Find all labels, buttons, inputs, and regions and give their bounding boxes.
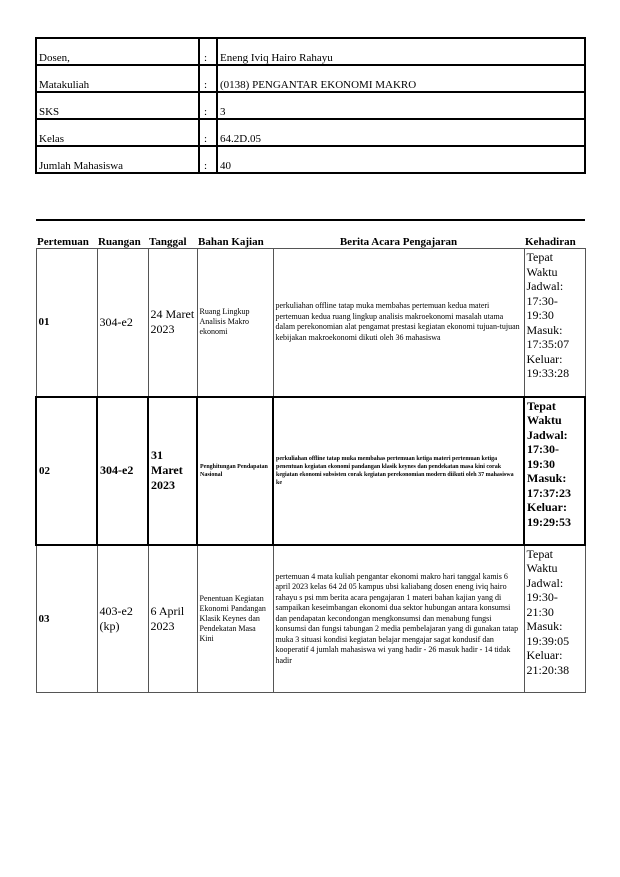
header-berita-acara: Berita Acara Pengajaran xyxy=(273,220,524,249)
cell-berita-acara: perkuliahan offline tatap muka membahas pertemuan ketiga materi pertemuan ketiga penentuan kegiatan ekonomi pandangan klasik keynes dan pendekatan masa kini corak kegiatan ekonomi subsisten corak kegiatan perekonomian modern diikuti oleh 37 mahasiswa ke xyxy=(273,397,524,545)
kehadiran-masuk: Masuk: 19:39:05 xyxy=(526,619,570,648)
info-value: (0138) PENGANTAR EKONOMI MAKRO xyxy=(217,65,585,92)
cell-ruangan: 304-e2 xyxy=(97,249,148,397)
cell-ruangan: 304-e2 xyxy=(97,397,148,545)
kehadiran-jadwal: Jadwal: 17:30-19:30 xyxy=(526,279,564,322)
kehadiran-status: Tepat Waktu xyxy=(527,398,562,427)
cell-kehadiran xyxy=(524,397,585,545)
kehadiran-masuk: Masuk: 17:35:07 xyxy=(526,322,570,351)
info-row-kelas xyxy=(36,119,585,146)
cell-pertemuan: 03 xyxy=(36,545,97,693)
kehadiran-keluar: Keluar: 21:20:38 xyxy=(526,648,570,677)
cell-tanggal: 6 April 2023 xyxy=(148,545,197,693)
info-value: 40 xyxy=(217,146,585,173)
info-value: Eneng Iviq Hairo Rahayu xyxy=(217,38,585,65)
cell-tanggal: 24 Maret 2023 xyxy=(148,249,197,397)
info-value: 64.2D.05 xyxy=(217,119,585,146)
course-info-table xyxy=(35,37,586,174)
info-colon: : xyxy=(199,146,217,173)
cell-kehadiran xyxy=(524,249,585,397)
cell-bahan-kajian: Penentuan Kegiatan Ekonomi Pandangan Klasik Keynes dan Pendekatan Masa Kini xyxy=(197,545,273,693)
table-header-row xyxy=(36,220,585,249)
info-colon: : xyxy=(199,65,217,92)
cell-kehadiran xyxy=(524,545,585,693)
kehadiran-status: Tepat Waktu xyxy=(526,546,558,575)
kehadiran-masuk: Masuk: 17:37:23 xyxy=(527,471,571,500)
kehadiran-jadwal: Jadwal: 17:30-19:30 xyxy=(527,427,568,471)
cell-tanggal: 31 Maret 2023 xyxy=(148,397,197,545)
cell-bahan-kajian: Penghitungan Pendapatan Nasional xyxy=(197,397,273,545)
info-colon: : xyxy=(199,119,217,146)
cell-berita-acara: pertemuan 4 mata kuliah pengantar ekonomi makro hari tanggal kamis 6 april 2023 kelas 64 2d 05 kampus ubsi kaliabang dosen eneng iviq hairo rahayu s psi mm berita acara pengajaran 1 materi bahan kajian yang di sampaikan keseimbangan ekonomi dua sektor hubungan antara konsumsi dan pendapatan kecondongan mengkonsumsi dan menabung fungsi konsumsi dan fungsi tabungan 2 media pembelajaran yang di gunakan tatap muka 3 situasi kondisi kegiatan belajar mengajar sagat kondusif dan kooperatif 4 jumlah mahasiswa wi yang hadir - 26 masuk hadir - 14 tidak hadir xyxy=(273,545,524,693)
info-label: Dosen, xyxy=(36,38,199,65)
info-row-jumlah xyxy=(36,146,585,173)
info-colon: : xyxy=(199,38,217,65)
info-row-sks xyxy=(36,92,585,119)
info-label: Kelas xyxy=(36,119,199,146)
cell-pertemuan: 01 xyxy=(36,249,97,397)
table-row xyxy=(36,397,585,545)
info-colon: : xyxy=(199,92,217,119)
info-value: 3 xyxy=(217,92,585,119)
header-ruangan: Ruangan xyxy=(97,220,148,249)
header-kehadiran: Kehadiran xyxy=(524,220,585,249)
teaching-log-table xyxy=(35,219,586,693)
header-tanggal: Tanggal xyxy=(148,220,197,249)
table-row xyxy=(36,249,585,397)
cell-pertemuan: 02 xyxy=(36,397,97,545)
cell-berita-acara: perkuliahan offline tatap muka membahas pertemuan kedua materi pertemuan kedua ruang lingkup analisis makroekonomi masalah utama dalam perekonomian alat pengamat prestasi kegiatan ekonomi tujuan-tujuan kebijakan makroekonomi dikuti oleh 36 mahasiswa xyxy=(273,249,524,397)
kehadiran-jadwal: Jadwal: 19:30-21:30 xyxy=(526,575,564,619)
info-label: SKS xyxy=(36,92,199,119)
info-label: Matakuliah xyxy=(36,65,199,92)
header-pertemuan: Pertemuan xyxy=(36,220,97,249)
info-row-dosen xyxy=(36,38,585,65)
table-row xyxy=(36,545,585,693)
kehadiran-keluar: Keluar: 19:29:53 xyxy=(527,500,571,529)
kehadiran-status: Tepat Waktu xyxy=(526,250,558,279)
kehadiran-keluar: Keluar: 19:33:28 xyxy=(526,351,570,380)
cell-bahan-kajian: Ruang Lingkup Analisis Makro ekonomi xyxy=(197,249,273,397)
header-bahan-kajian: Bahan Kajian xyxy=(197,220,273,249)
info-label: Jumlah Mahasiswa xyxy=(36,146,199,173)
info-row-matakuliah xyxy=(36,65,585,92)
cell-ruangan: 403-e2 (kp) xyxy=(97,545,148,693)
